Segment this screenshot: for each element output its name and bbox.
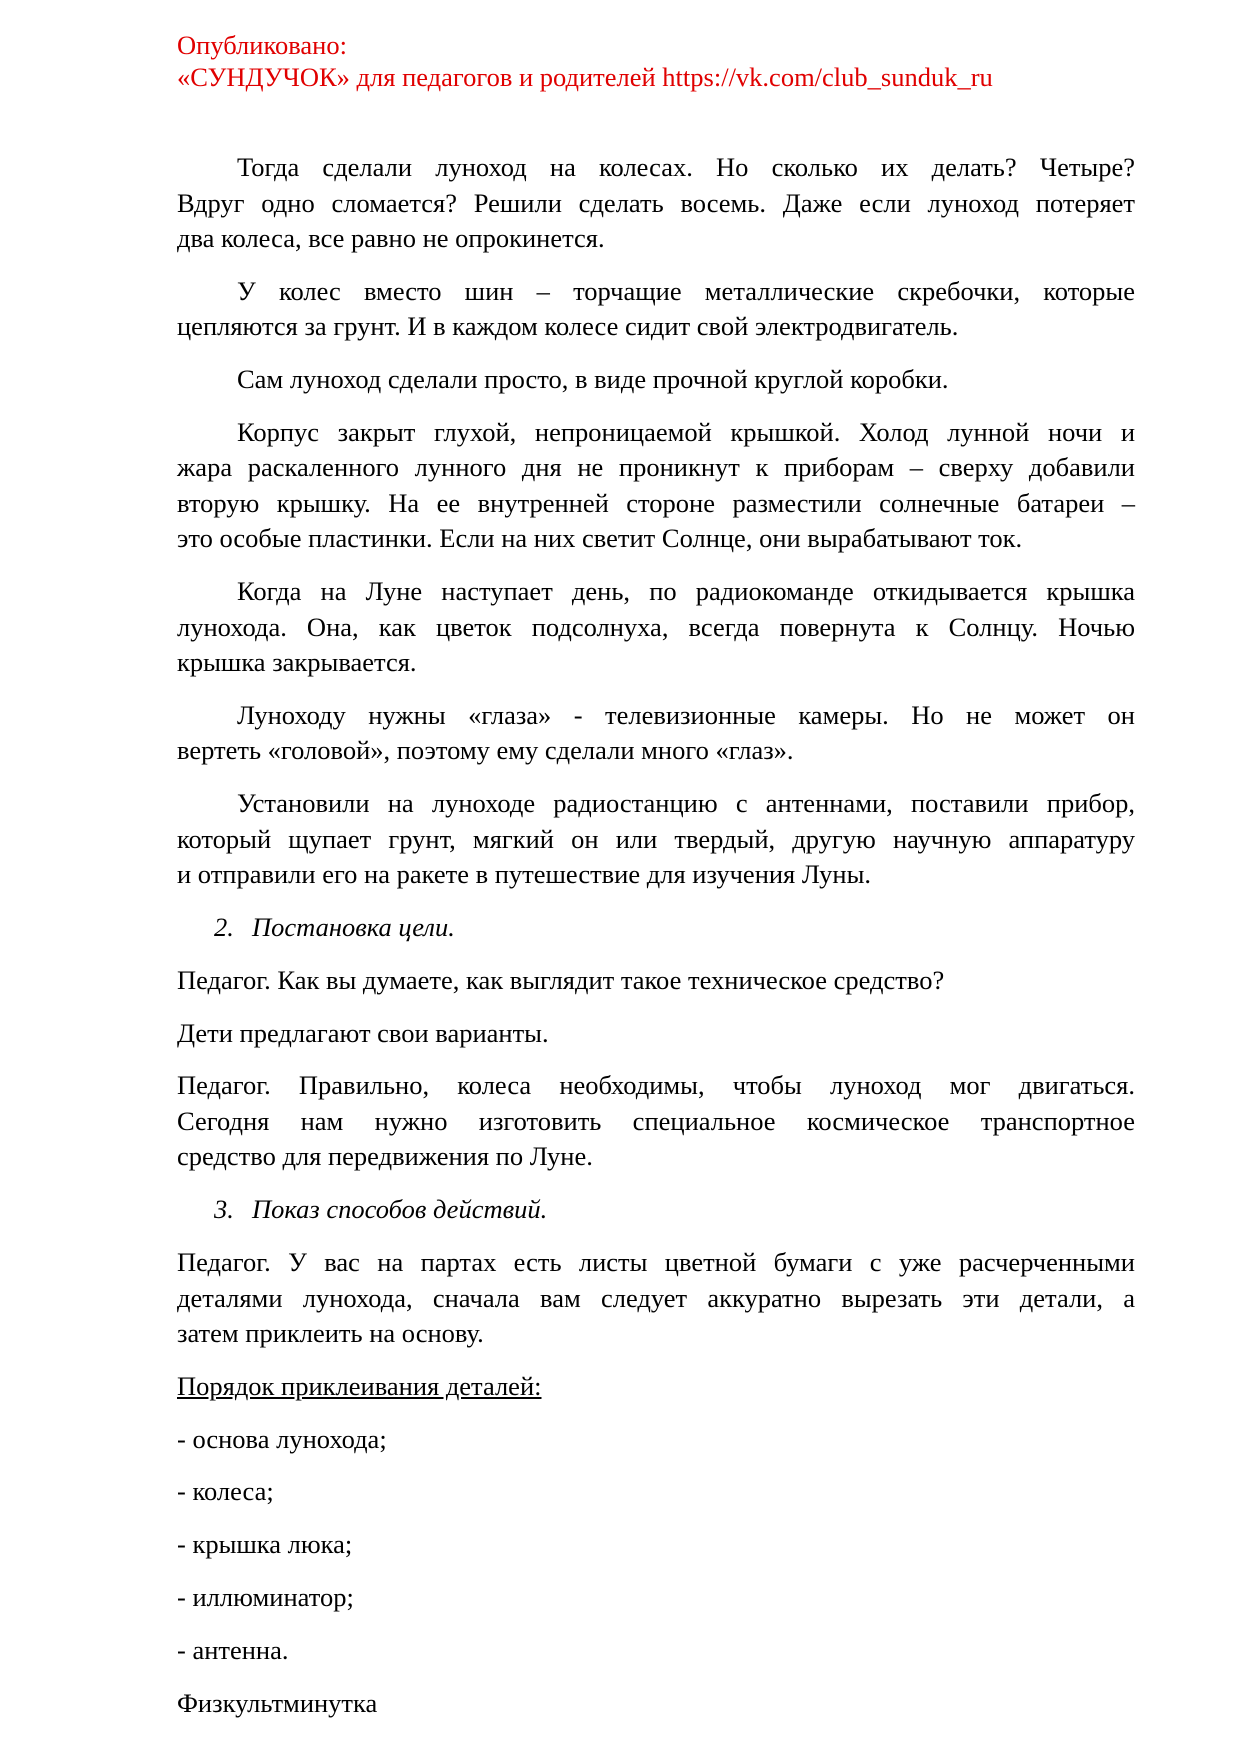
text-line: Дети предлагают свои варианты. — [177, 1017, 549, 1048]
text-line: - основа лунохода; — [177, 1423, 387, 1454]
section-title: Показ способов действий. — [252, 1194, 548, 1225]
text-line: лунохода. Она, как цветок подсолнуха, всегда повернута к Солнцу. Ночью — [177, 611, 1135, 642]
text-line: который щупает грунт, мягкий он или твердый, другую научную аппаратуру — [177, 823, 1135, 854]
text-line: Педагог. Правильно, колеса необходимы, чтобы луноход мог двигаться. — [177, 1070, 1135, 1101]
paragraph — [177, 786, 1135, 893]
paragraph — [177, 415, 1135, 557]
paragraph — [177, 574, 1135, 681]
document-body — [177, 150, 1135, 1738]
text-line: жара раскаленного лунного дня не проникнут к приборам – сверху добавили — [177, 452, 1135, 483]
text-line — [177, 1369, 1135, 1405]
text-line: Корпус закрыт глухой, непроницаемой крышкой. Холод лунной ночи и — [237, 416, 1135, 447]
text-line: цепляются за грунт. И в каждом колесе сидит свой электродвигатель. — [177, 311, 959, 342]
paragraph — [177, 1068, 1135, 1175]
paragraph — [177, 1422, 1135, 1458]
paragraph — [177, 274, 1135, 345]
text-line: Сегодня нам нужно изготовить специальное космическое транспортное — [177, 1105, 1135, 1136]
section-title: Постановка цели. — [252, 912, 455, 943]
text-line: это особые пластинки. Если на них светит Солнце, они вырабатывают ток. — [177, 523, 1023, 554]
text-line: два колеса, все равно не опрокинется. — [177, 223, 605, 253]
text-line: Сам луноход сделали просто, в виде прочной круглой коробки. — [237, 364, 949, 395]
paragraph — [177, 1245, 1135, 1352]
text-line: средство для передвижения по Луне. — [177, 1141, 593, 1172]
text-line: - иллюминатор; — [177, 1582, 354, 1613]
source-line: «СУНДУЧОК» для педагогов и родителей https://vk.com/club_sunduk_ru — [177, 62, 993, 92]
paragraph — [177, 1580, 1135, 1616]
text-line: вторую крышку. На ее внутренней стороне разместили солнечные батареи – — [177, 487, 1135, 518]
published-label: Опубликовано: — [177, 30, 347, 60]
text-line: Педагог. У вас на партах есть листы цветной бумаги с уже расчерченными — [177, 1247, 1135, 1278]
text-line: У колес вместо шин – торчащие металлические скребочки, которые — [237, 275, 1135, 306]
text-line: Тогда сделали луноход на колесах. Но сколько их делать? Четыре? — [237, 152, 1135, 182]
paragraph — [177, 1474, 1135, 1510]
text-line: Когда на Луне наступает день, по радиокоманде откидывается крышка — [237, 576, 1135, 607]
paragraph — [177, 1686, 1135, 1722]
paragraph — [177, 1016, 1135, 1052]
text-line: и отправили его на ракете в путешествие для изучения Луны. — [177, 859, 872, 890]
paragraph — [177, 1527, 1135, 1563]
underlined-text: Порядок приклеивания деталей: — [177, 1370, 542, 1401]
text-line: Луноходу нужны «глаза» - телевизионные камеры. Но не может он — [237, 699, 1135, 730]
paragraph — [177, 963, 1135, 999]
text-line: - антенна. — [177, 1634, 289, 1665]
text-line: Вдруг одно сломается? Решили сделать восемь. Даже если луноход потеряет — [177, 187, 1135, 218]
section-number: 2. — [214, 912, 234, 943]
text-line: Установили на луноходе радиостанцию с антеннами, поставили прибор, — [237, 788, 1135, 819]
text-line: - колеса; — [177, 1476, 274, 1507]
section-heading — [177, 1192, 1135, 1228]
text-line: Физкультминутка — [177, 1687, 378, 1718]
paragraph — [177, 150, 1135, 257]
paragraph — [177, 698, 1135, 769]
paragraph — [177, 362, 1135, 398]
text-line: деталями лунохода, сначала вам следует аккуратно вырезать эти детали, а — [177, 1282, 1135, 1313]
section-heading — [177, 910, 1135, 946]
section-number: 3. — [214, 1194, 234, 1225]
text-line: Педагог. Как вы думаете, как выглядит такое техническое средство? — [177, 964, 945, 995]
text-line: вертеть «головой», поэтому ему сделали много «глаз». — [177, 735, 794, 766]
paragraph — [177, 1633, 1135, 1669]
paragraph — [177, 1369, 1135, 1405]
text-line: затем приклеить на основу. — [177, 1318, 484, 1349]
text-line: крышка закрывается. — [177, 647, 417, 678]
text-line: - крышка люка; — [177, 1529, 353, 1560]
